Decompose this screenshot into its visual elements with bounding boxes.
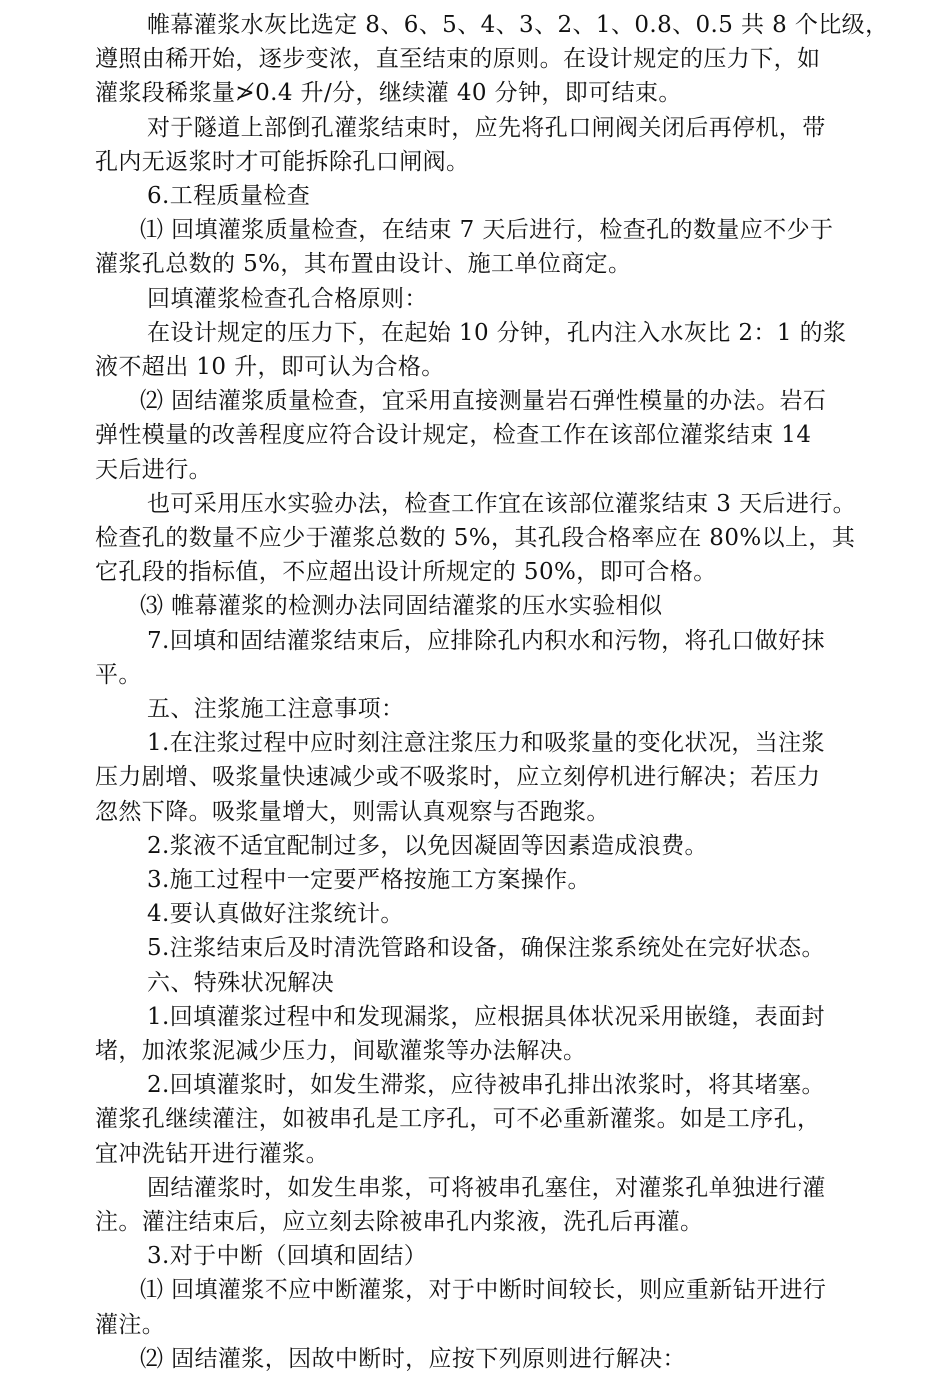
text-line: 检查孔的数量不应少于灌浆总数的 5%，其孔段合格率应在 80%以上，其	[95, 525, 856, 551]
text-line: 4.要认真做好注浆统计。	[147, 901, 404, 927]
text-line: 也可采用压水实验办法，检查工作宜在该部位灌浆结束 3 天后进行。	[147, 491, 857, 517]
text-line: 遵照由稀开始，逐步变浓，直至结束的原则。在设计规定的压力下，如	[95, 46, 821, 72]
text-line: 回填灌浆检查孔合格原则：	[147, 286, 428, 312]
text-line: 1.回填灌浆过程中和发现漏浆，应根据具体状况采用嵌缝，表面封	[147, 1004, 825, 1030]
text-line: 忽然下降。吸浆量增大，则需认真观察与否跑浆。	[95, 799, 610, 825]
text-line: 弹性模量的改善程度应符合设计规定，检查工作在该部位灌浆结束 14	[95, 422, 812, 448]
text-line: 液不超出 10 升，即可认为合格。	[95, 354, 445, 380]
text-line: 灌注。	[95, 1312, 166, 1338]
text-line: 天后进行。	[95, 457, 212, 483]
text-line: 2.回填灌浆时，如发生滞浆，应待被串孔排出浓浆时，将其堵塞。	[147, 1072, 825, 1098]
section-heading: 6.工程质量检查	[147, 183, 311, 209]
text-line: 灌浆段稀浆量≯0.4 升/分，继续灌 40 分钟，即可结束。	[95, 80, 682, 106]
text-line: 宜冲洗钻开进行灌浆。	[95, 1141, 329, 1167]
section-heading: 六、特殊状况解决	[147, 970, 335, 996]
text-line: 孔内无返浆时才可能拆除孔口闸阀。	[95, 149, 470, 175]
text-line: 3.施工过程中一定要严格按施工方案操作。	[147, 867, 591, 893]
section-heading: 五、注浆施工注意事项：	[147, 696, 405, 722]
text-line: ⑵ 固结灌浆质量检查，宜采用直接测量岩石弹性模量的办法。岩石	[140, 388, 827, 414]
text-line: 5.注浆结束后及时清洗管路和设备，确保注浆系统处在完好状态。	[147, 935, 825, 961]
text-line: 灌浆孔继续灌注，如被串孔是工序孔，可不必重新灌浆。如是工序孔，	[95, 1106, 821, 1132]
text-line: 平。	[95, 662, 142, 688]
text-line: ⑴ 回填灌浆不应中断灌浆，对于中断时间较长，则应重新钻开进行	[140, 1277, 827, 1303]
text-line: ⑶ 帷幕灌浆的检测办法同固结灌浆的压水实验相似	[140, 593, 663, 619]
text-line: 压力剧增、吸浆量快速减少或不吸浆时，应立刻停机进行解决；若压力	[95, 764, 821, 790]
text-line: 在设计规定的压力下，在起始 10 分钟，孔内注入水灰比 2：1 的浆	[147, 320, 847, 346]
text-line: ⑵ 固结灌浆，因故中断时，应按下列原则进行解决：	[140, 1346, 686, 1372]
text-line: 2.浆液不适宜配制过多，以免因凝固等因素造成浪费。	[147, 833, 708, 859]
text-line: 帷幕灌浆水灰比选定 8、6、5、4、3、2、1、0.8、0.5 共 8 个比级，	[147, 12, 889, 38]
text-line: 注。灌注结束后，应立刻去除被串孔内浆液，洗孔后再灌。	[95, 1209, 704, 1235]
text-line: 固结灌浆时，如发生串浆，可将被串孔塞住，对灌浆孔单独进行灌	[147, 1175, 826, 1201]
text-line: 7.回填和固结灌浆结束后，应排除孔内积水和污物，将孔口做好抹	[147, 628, 825, 654]
text-line: 它孔段的指标值，不应超出设计所规定的 50%，即可合格。	[95, 559, 717, 585]
text-line: 灌浆孔总数的 5%，其布置由设计、施工单位商定。	[95, 251, 632, 277]
text-line: 对于隧道上部倒孔灌浆结束时，应先将孔口闸阀关闭后再停机，带	[147, 115, 826, 141]
text-line: 3.对于中断（回填和固结）	[147, 1243, 428, 1269]
text-line: ⑴ 回填灌浆质量检查，在结束 7 天后进行，检查孔的数量应不少于	[140, 217, 834, 243]
text-line: 1.在注浆过程中应时刻注意注浆压力和吸浆量的变化状况，当注浆	[147, 730, 825, 756]
text-line: 堵，加浓浆泥减少压力，间歇灌浆等办法解决。	[95, 1038, 587, 1064]
